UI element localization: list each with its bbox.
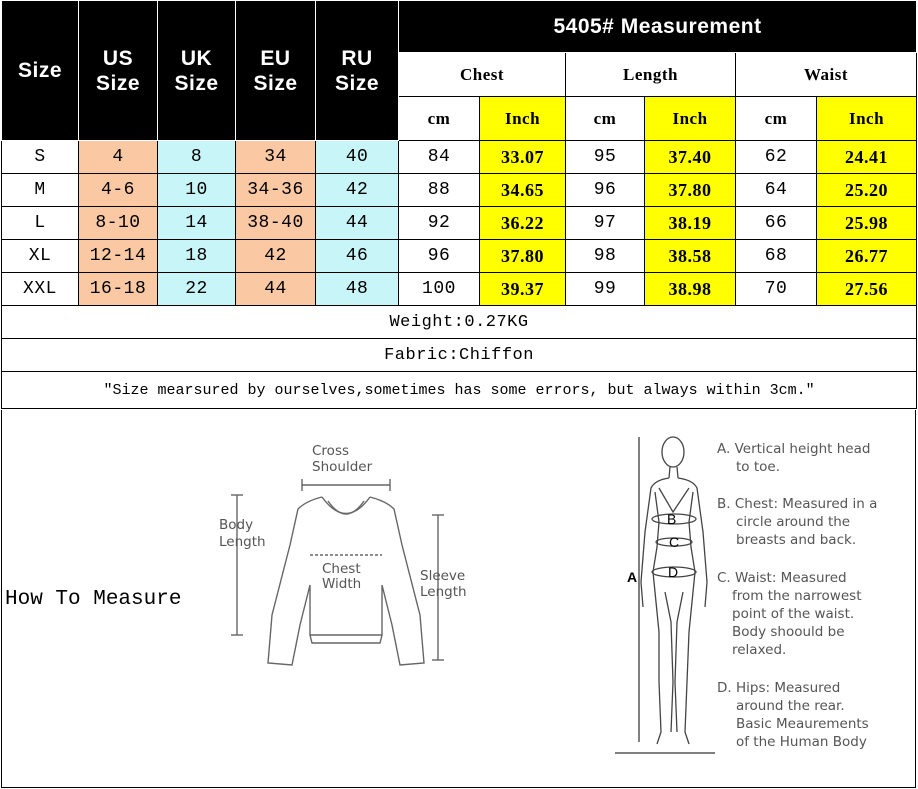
how-to-measure-label: How To Measure: [5, 588, 182, 611]
cell-chest-cm: 100: [399, 273, 480, 306]
cell-length-inch: 38.58: [645, 240, 736, 273]
cell-waist-inch: 27.56: [817, 273, 917, 306]
group-length: Length: [566, 53, 736, 97]
cell-chest-inch: 33.07: [480, 141, 566, 174]
cell-length-cm: 97: [566, 207, 645, 240]
size-chart-table: [1, 0, 917, 409]
cell-length-cm: 99: [566, 273, 645, 306]
table-row: [2, 207, 917, 240]
cell-eu: 34: [236, 141, 316, 174]
body-letter-a: A: [627, 569, 638, 585]
group-chest: Chest: [399, 53, 566, 97]
unit-length-cm: cm: [566, 97, 645, 141]
label-body-length-2: Length: [219, 534, 266, 550]
cell-waist-cm: 68: [736, 240, 817, 273]
table-row: [2, 141, 917, 174]
body-letter-d: D: [668, 564, 679, 580]
cell-eu: 38-40: [236, 207, 316, 240]
cell-waist-inch: 26.77: [817, 240, 917, 273]
group-waist: Waist: [736, 53, 917, 97]
cell-waist-cm: 62: [736, 141, 817, 174]
unit-chest-cm: cm: [399, 97, 480, 141]
unit-waist-inch: Inch: [817, 97, 917, 141]
label-body-length-1: Body: [219, 517, 254, 533]
table-row: [2, 240, 917, 273]
cell-us: 12-14: [79, 240, 158, 273]
header-us-size: US Size: [79, 1, 158, 141]
cell-length-cm: 98: [566, 240, 645, 273]
cell-waist-cm: 70: [736, 273, 817, 306]
cell-length-cm: 95: [566, 141, 645, 174]
cell-chest-cm: 88: [399, 174, 480, 207]
cell-ru: 44: [316, 207, 399, 240]
note-d: D. Hips: Measured around the rear. Basic Meaurements of the Human Body: [717, 680, 869, 750]
note-a: A. Vertical height head to toe.: [717, 441, 871, 475]
cell-uk: 22: [158, 273, 236, 306]
table-row: [2, 273, 917, 306]
cell-uk: 18: [158, 240, 236, 273]
header-eu-size: EU Size: [236, 1, 316, 141]
label-sleeve-length-2: Length: [420, 584, 467, 600]
header-uk-size: UK Size: [158, 1, 236, 141]
cell-size: XL: [2, 240, 79, 273]
cell-us: 8-10: [79, 207, 158, 240]
cell-us: 16-18: [79, 273, 158, 306]
header-size: Size: [2, 1, 79, 141]
table-row: [2, 174, 917, 207]
label-chest-width-1: Chest: [322, 561, 361, 577]
unit-waist-cm: cm: [736, 97, 817, 141]
cell-ru: 40: [316, 141, 399, 174]
cell-chest-inch: 34.65: [480, 174, 566, 207]
cell-size: XXL: [2, 273, 79, 306]
unit-length-inch: Inch: [645, 97, 736, 141]
header-ru-size: RU Size: [316, 1, 399, 141]
cell-eu: 44: [236, 273, 316, 306]
unit-chest-inch: Inch: [480, 97, 566, 141]
cell-chest-inch: 36.22: [480, 207, 566, 240]
label-cross-shoulder-1: Cross: [312, 443, 350, 459]
cell-chest-inch: 37.80: [480, 240, 566, 273]
cell-uk: 10: [158, 174, 236, 207]
cell-waist-cm: 66: [736, 207, 817, 240]
body-diagram: [615, 432, 715, 757]
cell-length-cm: 96: [566, 174, 645, 207]
cell-size: L: [2, 207, 79, 240]
cell-chest-cm: 84: [399, 141, 480, 174]
cell-size: M: [2, 174, 79, 207]
cell-uk: 14: [158, 207, 236, 240]
cell-chest-cm: 92: [399, 207, 480, 240]
cell-ru: 42: [316, 174, 399, 207]
weight-row: Weight:0.27KG: [2, 306, 917, 339]
cell-waist-inch: 25.20: [817, 174, 917, 207]
cell-ru: 48: [316, 273, 399, 306]
cell-us: 4: [79, 141, 158, 174]
cell-size: S: [2, 141, 79, 174]
measurement-title: 5405# Measurement: [399, 1, 917, 53]
label-sleeve-length-1: Sleeve: [420, 568, 466, 584]
note-b: B. Chest: Measured in a circle around the breasts and back.: [717, 496, 878, 548]
label-cross-shoulder-2: Shoulder: [312, 459, 373, 475]
cell-us: 4-6: [79, 174, 158, 207]
cell-length-inch: 38.98: [645, 273, 736, 306]
cell-chest-cm: 96: [399, 240, 480, 273]
cell-chest-inch: 39.37: [480, 273, 566, 306]
body-letter-b: B: [667, 511, 677, 527]
cell-uk: 8: [158, 141, 236, 174]
cell-waist-cm: 64: [736, 174, 817, 207]
cell-waist-inch: 24.41: [817, 141, 917, 174]
cell-eu: 42: [236, 240, 316, 273]
cell-length-inch: 38.19: [645, 207, 736, 240]
cell-waist-inch: 25.98: [817, 207, 917, 240]
garment-labels: [210, 435, 480, 670]
disclaimer-row: "Size mearsured by ourselves,sometimes has some errors, but always within 3cm.": [2, 372, 917, 409]
cell-length-inch: 37.80: [645, 174, 736, 207]
body-letter-c: C: [669, 534, 680, 550]
cell-eu: 34-36: [236, 174, 316, 207]
label-chest-width-2: Width: [322, 576, 362, 592]
cell-ru: 46: [316, 240, 399, 273]
fabric-row: Fabric:Chiffon: [2, 339, 917, 372]
note-c: C. Waist: Measured from the narrowest point of the waist. Body shoould be relaxed.: [717, 570, 862, 658]
cell-length-inch: 37.40: [645, 141, 736, 174]
